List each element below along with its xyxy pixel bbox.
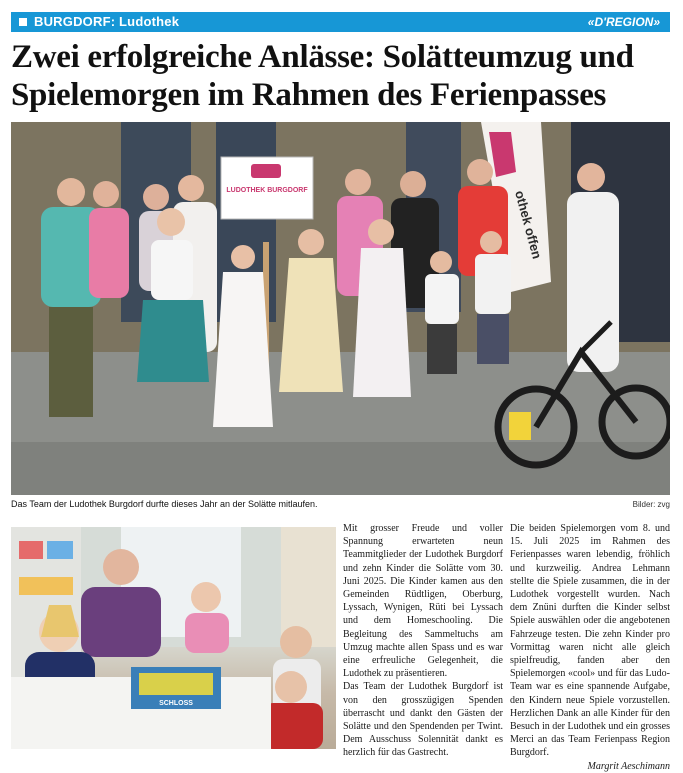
license-plate xyxy=(509,412,531,440)
article-column-2 xyxy=(510,522,670,773)
adult-shirt xyxy=(81,587,161,657)
game-box-text: SCHLOSS xyxy=(159,700,193,707)
boy-front-head xyxy=(275,671,307,703)
sign-text: LUDOTHEK BURGDORF xyxy=(226,187,308,194)
banner-text: othek offen xyxy=(512,188,545,261)
headline: Zwei erfolgreiche Anlässe: Solätteumzug und Spielemorgen im Rahmen des Ferienpasses xyxy=(11,39,634,113)
boy-head xyxy=(280,626,312,658)
adult-head xyxy=(103,549,139,585)
section-kicker: BURGDORF: Ludothek xyxy=(34,14,180,29)
article-paragraph: Die beiden Spielemorgen vom 8. und 15. Juli 2025 im Rahmen des Ferienpasses waren lebendig, fröhlich und kurzweilig. Andrea Lehmann stellte die Spiele zusammen, die in der Ludothek vorgestellt wurden. Nach dem Znüni durften die Kinder selbst Spiele auswählen oder die angebotenen Fahrzeuge testen. Die zehn Kinder pro Vormittag waren nicht alle gleich spielfreudig, fanden aber den Spielemorgen «cool» und für das Ludo-Team war es eine spannende Aufgabe, den Kindern neue Spiele vorzustellen. Herzlichen Dank an alle Kinder für den Besuch in der Ludothek und ein grosses Merci an das Team Ferienpass Region Burgdorf. xyxy=(510,523,670,759)
main-photo-caption: Das Team der Ludothek Burgdorf durfte dieses Jahr an der Solätte mitlaufen. xyxy=(11,499,318,509)
shelf-toy xyxy=(19,541,43,559)
section-header-bar xyxy=(11,12,670,32)
small-photo-illustration xyxy=(11,527,336,749)
small-photo xyxy=(11,527,336,749)
article-paragraph: Das Team der Ludothek Burgdorf ist von den grosszügigen Spenden überrascht und dankt den Gästen der Solätte und den Spendenden per Twint. Dem Ausschuss Solennität dankt es herzlich für das Gastrecht. xyxy=(343,681,503,759)
sign-logo xyxy=(251,164,281,178)
article-author: Margrit Aeschimann xyxy=(587,760,670,772)
article-paragraph: Mit grosser Freude und voller Spannung erwarteten neun Teammitglieder der Ludothek Burgdorf und zehn Kinder die Solätte vom 30. Juni 2025. Die Kinder kamen aus den Gemeinden Rüdtligen, Oberburg, Lyssach, Wynigen, Rüti bei Lyssach und dem Homeschooling. Die Begleitung des Sammeltuchs am Umzug machte allen Spass und es war eine erfreuliche Gelegenheit, die Ludothek zu präsentieren. xyxy=(343,523,503,680)
main-photo xyxy=(11,122,670,495)
boy-front-shirt xyxy=(263,703,323,749)
region-label: «D'REGION» xyxy=(587,15,660,29)
shelf-toy xyxy=(47,541,73,559)
shelf-toy xyxy=(19,577,73,595)
child-shirt xyxy=(185,613,229,653)
photo-credit: Bilder: zvg xyxy=(632,500,670,509)
child-head xyxy=(191,582,221,612)
main-photo-illustration xyxy=(11,122,670,495)
header-square-icon xyxy=(19,18,27,26)
pavement-shadow xyxy=(11,442,670,495)
article-column-1 xyxy=(343,522,503,760)
game-tiles xyxy=(139,673,213,695)
